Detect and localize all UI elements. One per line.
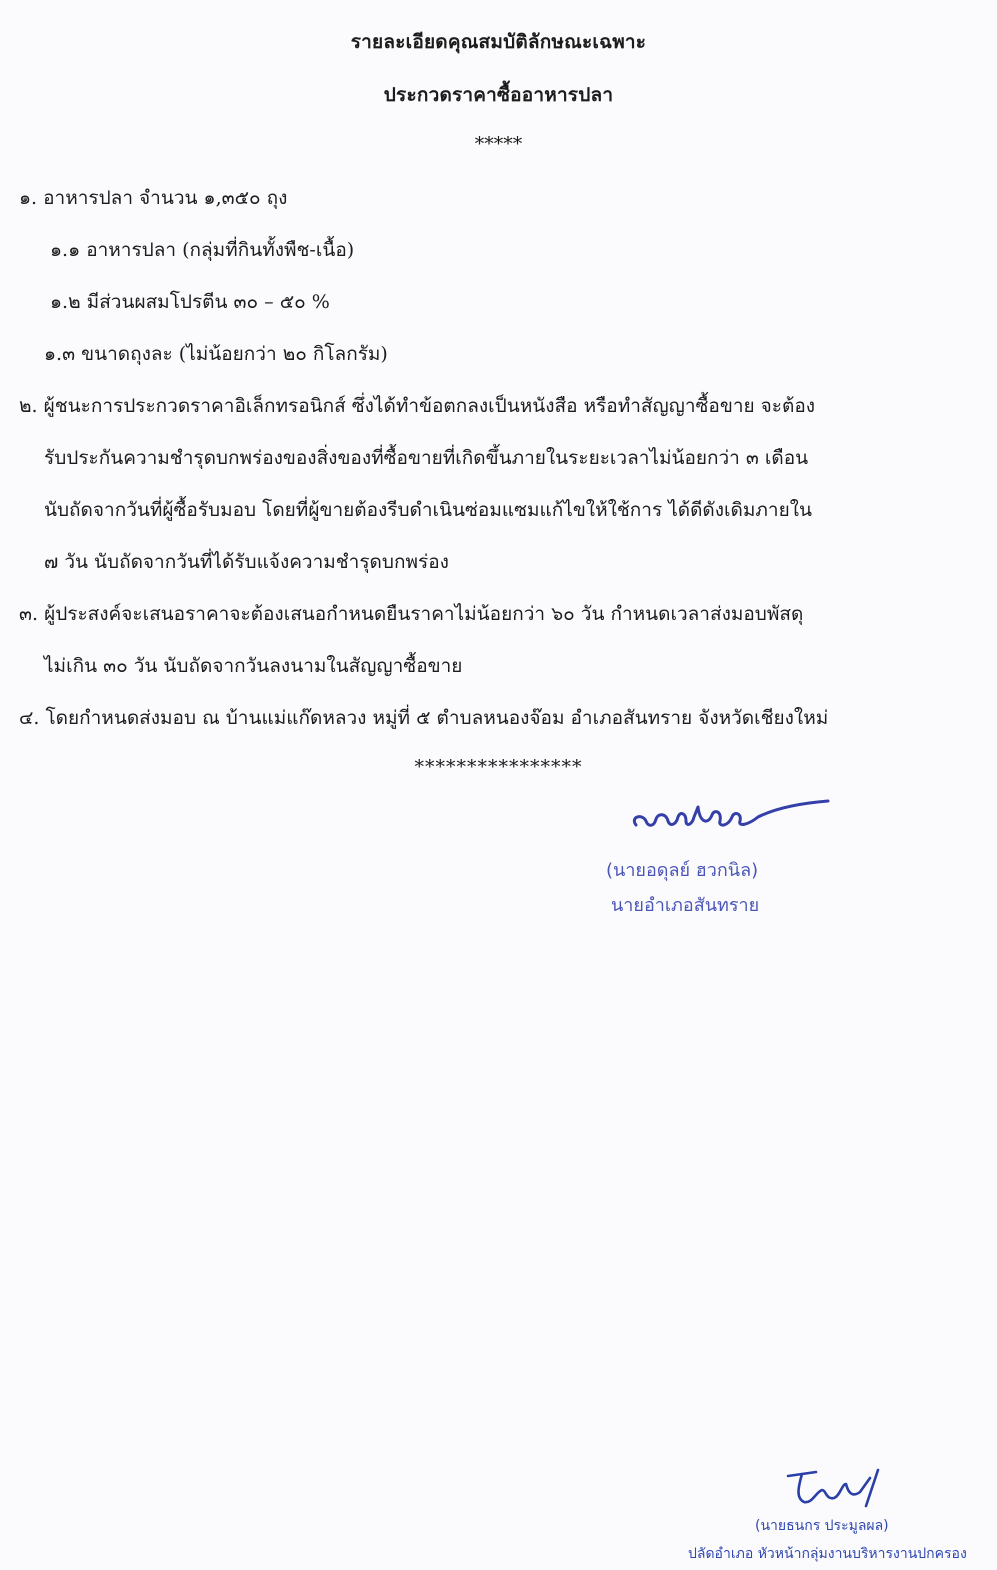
item-1-3: ๑.๓ ขนาดถุงละ (ไม่น้อยกว่า ๒๐ กิโลกรัม) <box>44 343 388 365</box>
initials-signature-icon <box>782 1462 892 1512</box>
item-2-line-2: รับประกันความชำรุดบกพร่องของสิ่งของที่ซื้อขายที่เกิดขึ้นภายในระยะเวลาไม่น้อยกว่า ๓ เดือน <box>44 447 809 469</box>
item-3-line-1: ๓. ผู้ประสงค์จะเสนอราคาจะต้องเสนอกำหนดยืนราคาไม่น้อยกว่า ๖๐ วัน กำหนดเวลาส่งมอบพัสดุ <box>19 603 804 625</box>
signatory-position: นายอำเภอสันทราย <box>611 895 760 916</box>
footer-signatory-position: ปลัดอำเภอ หัวหน้ากลุ่มงานบริหารงานปกครอง <box>688 1546 967 1562</box>
document-title: รายละเอียดคุณสมบัติลักษณะเฉพาะ <box>350 31 647 53</box>
item-1-2: ๑.๒ มีส่วนผสมโปรตีน ๓๐ – ๕๐ % <box>50 291 330 313</box>
handwritten-signature-icon <box>628 795 838 845</box>
signatory-name: (นายอดุลย์ ฮวกนิล) <box>606 860 759 881</box>
item-2-line-3: นับถัดจากวันที่ผู้ซื้อรับมอบ โดยที่ผู้ขายต้องรีบดำเนินซ่อมแซมแก้ไขให้ใช้การ ได้ดีดังเดิมภายใน <box>44 499 812 521</box>
footer-separator: **************** <box>414 756 583 778</box>
item-2-line-4: ๗ วัน นับถัดจากวันที่ได้รับแจ้งความชำรุดบกพร่อง <box>44 551 449 573</box>
header-separator: ***** <box>474 133 523 155</box>
item-4: ๔. โดยกำหนดส่งมอบ ณ บ้านแม่แก๊ดหลวง หมู่ที่ ๕ ตำบลหนองจ๊อม อำเภอสันทราย จังหวัดเชียงใหม่ <box>19 707 829 729</box>
footer-signatory-name: (นายธนกร ประมูลผล) <box>755 1518 889 1534</box>
item-3-line-2: ไม่เกิน ๓๐ วัน นับถัดจากวันลงนามในสัญญาซื้อขาย <box>44 655 463 677</box>
item-1-1: ๑.๑ อาหารปลา (กลุ่มที่กินทั้งพืช-เนื้อ) <box>50 239 355 261</box>
document-subtitle: ประกวดราคาซื้ออาหารปลา <box>383 84 614 106</box>
item-2-line-1: ๒. ผู้ชนะการประกวดราคาอิเล็กทรอนิกส์ ซึ่งได้ทำข้อตกลงเป็นหนังสือ หรือทำสัญญาซื้อขาย จะต้อง <box>19 395 816 417</box>
item-1: ๑. อาหารปลา จำนวน ๑,๓๕๐ ถุง <box>19 187 288 209</box>
